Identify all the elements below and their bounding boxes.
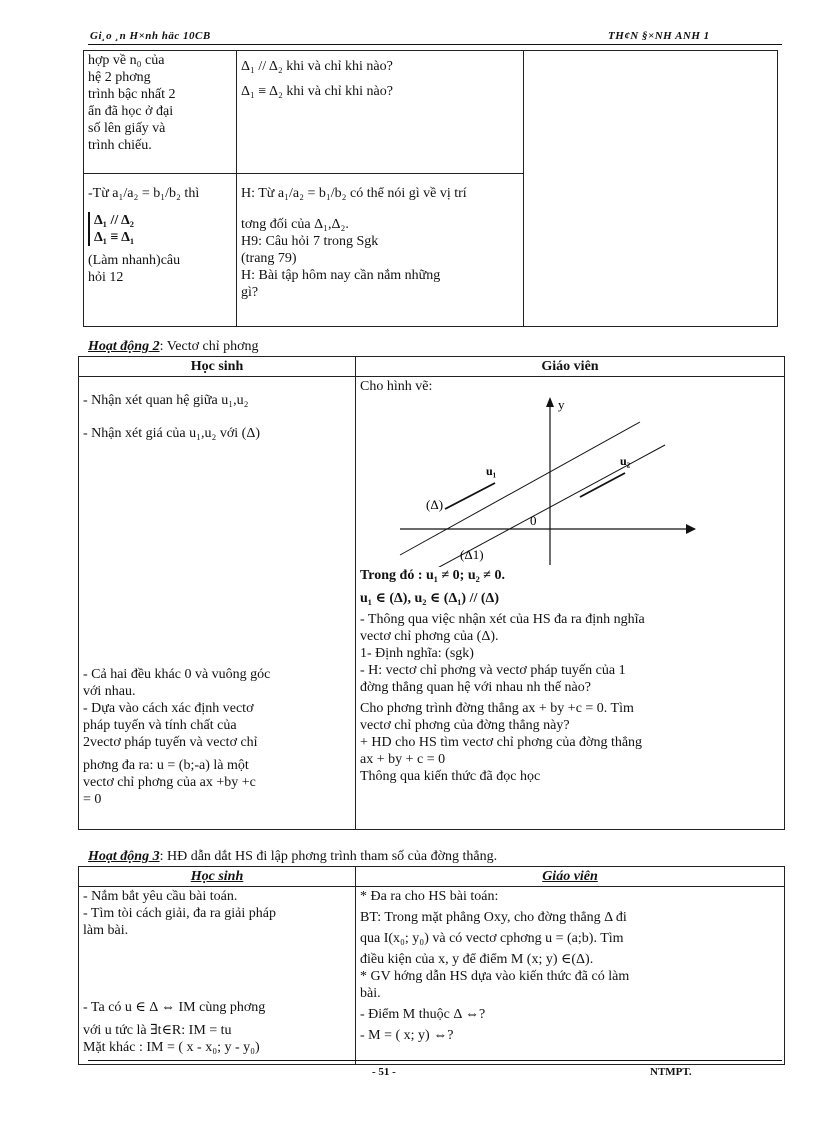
t1-r2-c1 xyxy=(84,174,237,327)
activity-3-table xyxy=(78,866,785,1065)
t3-right-text: * Đa ra cho HS bài toán: xyxy=(360,889,499,904)
t1-text: hệ 2 phơng xyxy=(88,70,151,85)
t3-right-text: qua I(x₀; y₀) và có vectơ cphơng u = (a;b). Tìm xyxy=(360,931,624,946)
t2-head-right: Giáo viên xyxy=(356,357,785,377)
origin-label: 0 xyxy=(530,513,537,528)
t1-text: trình bậc nhất 2 xyxy=(88,87,176,102)
t3-left-text: - Tìm tòi cách giải, đa ra giải pháp xyxy=(83,906,276,921)
activity-3-label: Hoạt động 3 xyxy=(88,849,160,864)
t1-text: -Từ a₁/a₂ = b₁/b₂ thì xyxy=(88,186,200,201)
t3-head-right: Giáo viên xyxy=(356,867,785,887)
t2-left-text: pháp tuyến và tính chất của xyxy=(83,718,237,733)
t1-text: số lên giấy và xyxy=(88,121,166,136)
t3-left-text: Mặt khác : IM = ( x - x₀; y - y₀) xyxy=(83,1040,260,1055)
t2-left-text: với nhau. xyxy=(83,684,136,699)
t2-left-text: - Cả hai đều khác 0 và vuông góc xyxy=(83,667,271,682)
t3-left-text: làm bài. xyxy=(83,923,129,938)
t3-right-text: điều kiện của x, y để điểm M (x; y) ∈(Δ). xyxy=(360,952,594,967)
t1-text: (Làm nhanh)câu xyxy=(88,253,181,268)
t2-right-text: đờng thẳng quan hệ với nhau nh thế nào? xyxy=(360,680,591,695)
t2-teacher-cell xyxy=(356,377,785,830)
activity-3-title: : HĐ dẫn dắt HS đi lập phơng trình tham số của đờng thẳng. xyxy=(159,849,498,864)
t1-text: Δ₁ // Δ₂ xyxy=(94,213,134,228)
t2-left-text: phơng đa ra: u = (b;-a) là một xyxy=(83,758,249,773)
t1-text: tơng đối của Δ₁,Δ₂. xyxy=(241,217,349,232)
t3-right-text: bài. xyxy=(360,986,381,1001)
delta1-label: (Δ1) xyxy=(460,547,484,562)
t2-left-text: vectơ chỉ phơng của ax +by +c xyxy=(83,775,256,790)
t3-left-text: - Ta có u ∈ Δ ⇔ IM cùng phơng xyxy=(83,1000,266,1015)
t1-text: gì? xyxy=(241,285,259,300)
delta-label: (Δ) xyxy=(426,497,444,512)
t1-text: Δ₁ // Δ₂ khi và chỉ khi nào? xyxy=(241,59,393,74)
activity-2-title: : Vectơ chỉ phơng xyxy=(159,339,259,354)
y-label: y xyxy=(558,397,565,412)
t3-student-cell xyxy=(79,887,356,1065)
activity-2-heading xyxy=(88,339,259,355)
t3-head-left: Học sinh xyxy=(79,867,356,887)
t2-left-text: - Dựa vào cách xác định vectơ xyxy=(83,701,254,716)
t2-left-text: - Nhận xét quan hệ giữa u₁,u₂ xyxy=(83,393,249,408)
footer-rule xyxy=(88,1060,782,1061)
t2-left-text: - Nhận xét giá của u₁,u₂ với (Δ) xyxy=(83,426,261,441)
t2-right-text: Trong đó : u₁ ≠ 0; u₂ ≠ 0. xyxy=(360,568,505,583)
t2-right-text: vectơ chỉ phơng của đờng thẳng này? xyxy=(360,718,570,733)
t2-right-text: vectơ chỉ phơng của (Δ). xyxy=(360,629,499,644)
page-number: - 51 - xyxy=(372,1066,396,1078)
continuation-table xyxy=(83,50,778,327)
t1-text: hợp về n₀ của xyxy=(88,53,165,68)
line-delta xyxy=(400,422,640,555)
t2-head-left: Học sinh xyxy=(79,357,356,377)
t1-text: H9: Câu hỏi 7 trong Sgk xyxy=(241,234,379,249)
header-rule xyxy=(88,44,782,45)
t3-right-text: - Điểm M thuộc Δ ⇔? xyxy=(360,1007,486,1022)
t2-right-text: Cho phơng trình đờng thẳng ax + by +c = 0. Tìm xyxy=(360,701,634,716)
t3-left-text: - Nắm bắt yêu cầu bài toán. xyxy=(83,889,238,904)
u1-label: u₁ xyxy=(486,464,497,478)
t2-left-text: 2vectơ pháp tuyến và vectơ chỉ xyxy=(83,735,258,750)
t1-text: (trang 79) xyxy=(241,251,297,266)
t3-right-text: - M = ( x; y) ⇔? xyxy=(360,1028,454,1043)
t2-right-text: - Thông qua việc nhận xét của HS đa ra định nghĩa xyxy=(360,612,645,627)
y-arrow-icon xyxy=(546,397,554,407)
t2-right-text: ax + by + c = 0 xyxy=(360,752,446,767)
line-figure xyxy=(360,397,780,567)
t1-r1-c1 xyxy=(84,51,237,174)
t1-text: H: Từ a₁/a₂ = b₁/b₂ có thể nói gì về vị trí xyxy=(241,186,467,201)
t2-right-text: u₁ ∈ (Δ), u₂ ∈ (Δ₁) // (Δ) xyxy=(360,591,499,606)
t1-r2-c2 xyxy=(237,174,524,327)
activity-2-label: Hoạt động 2 xyxy=(88,339,160,354)
t3-right-text: * GV hớng dẫn HS dựa vào kiến thức đã có làm xyxy=(360,969,630,984)
t3-left-text: với u tức là ∃t∈R: IM = tu xyxy=(83,1023,232,1038)
t1-text: trình chiếu. xyxy=(88,138,152,153)
t3-right-text: BT: Trong mặt phẳng Oxy, cho đờng thẳng Δ đi xyxy=(360,910,627,925)
t2-student-cell xyxy=(79,377,356,830)
t1-text: H: Bài tập hôm nay cần nắm những xyxy=(241,268,441,283)
vector-u1 xyxy=(445,483,495,509)
u2-label: u₂ xyxy=(620,454,631,468)
t1-empty-col xyxy=(524,51,778,327)
t1-text: hỏi 12 xyxy=(88,270,124,285)
activity-3-heading xyxy=(88,849,497,865)
t2-right-text: Thông qua kiến thức đã đọc học xyxy=(360,769,541,784)
t2-right-text: + HD cho HS tìm vectơ chỉ phơng của đờng thẳng xyxy=(360,735,643,750)
footer-right: NTMPT. xyxy=(650,1066,692,1078)
t2-right-text: Cho hình vẽ: xyxy=(360,379,433,394)
t2-right-text: - H: vectơ chỉ phơng và vectơ pháp tuyến của 1 xyxy=(360,663,626,678)
header-right: TH¢N §×NH ANH 1 xyxy=(608,30,710,42)
t1-text: Δ₁ ≡ Δ₂ khi và chỉ khi nào? xyxy=(241,84,393,99)
t3-teacher-cell xyxy=(356,887,785,1065)
t1-text: Δ₁ ≡ Δ₁ xyxy=(94,230,135,245)
t1-text: ẩn đã học ở đại xyxy=(88,104,174,119)
activity-2-table xyxy=(78,356,785,830)
header-left: Gi¸o ¸n H×nh häc 10CB xyxy=(90,30,211,42)
t2-right-text: 1- Định nghĩa: (sgk) xyxy=(360,646,474,661)
t2-left-text: = 0 xyxy=(83,792,102,807)
x-arrow-icon xyxy=(686,524,696,534)
t1-r1-c2 xyxy=(237,51,524,174)
vector-u2 xyxy=(580,473,625,497)
